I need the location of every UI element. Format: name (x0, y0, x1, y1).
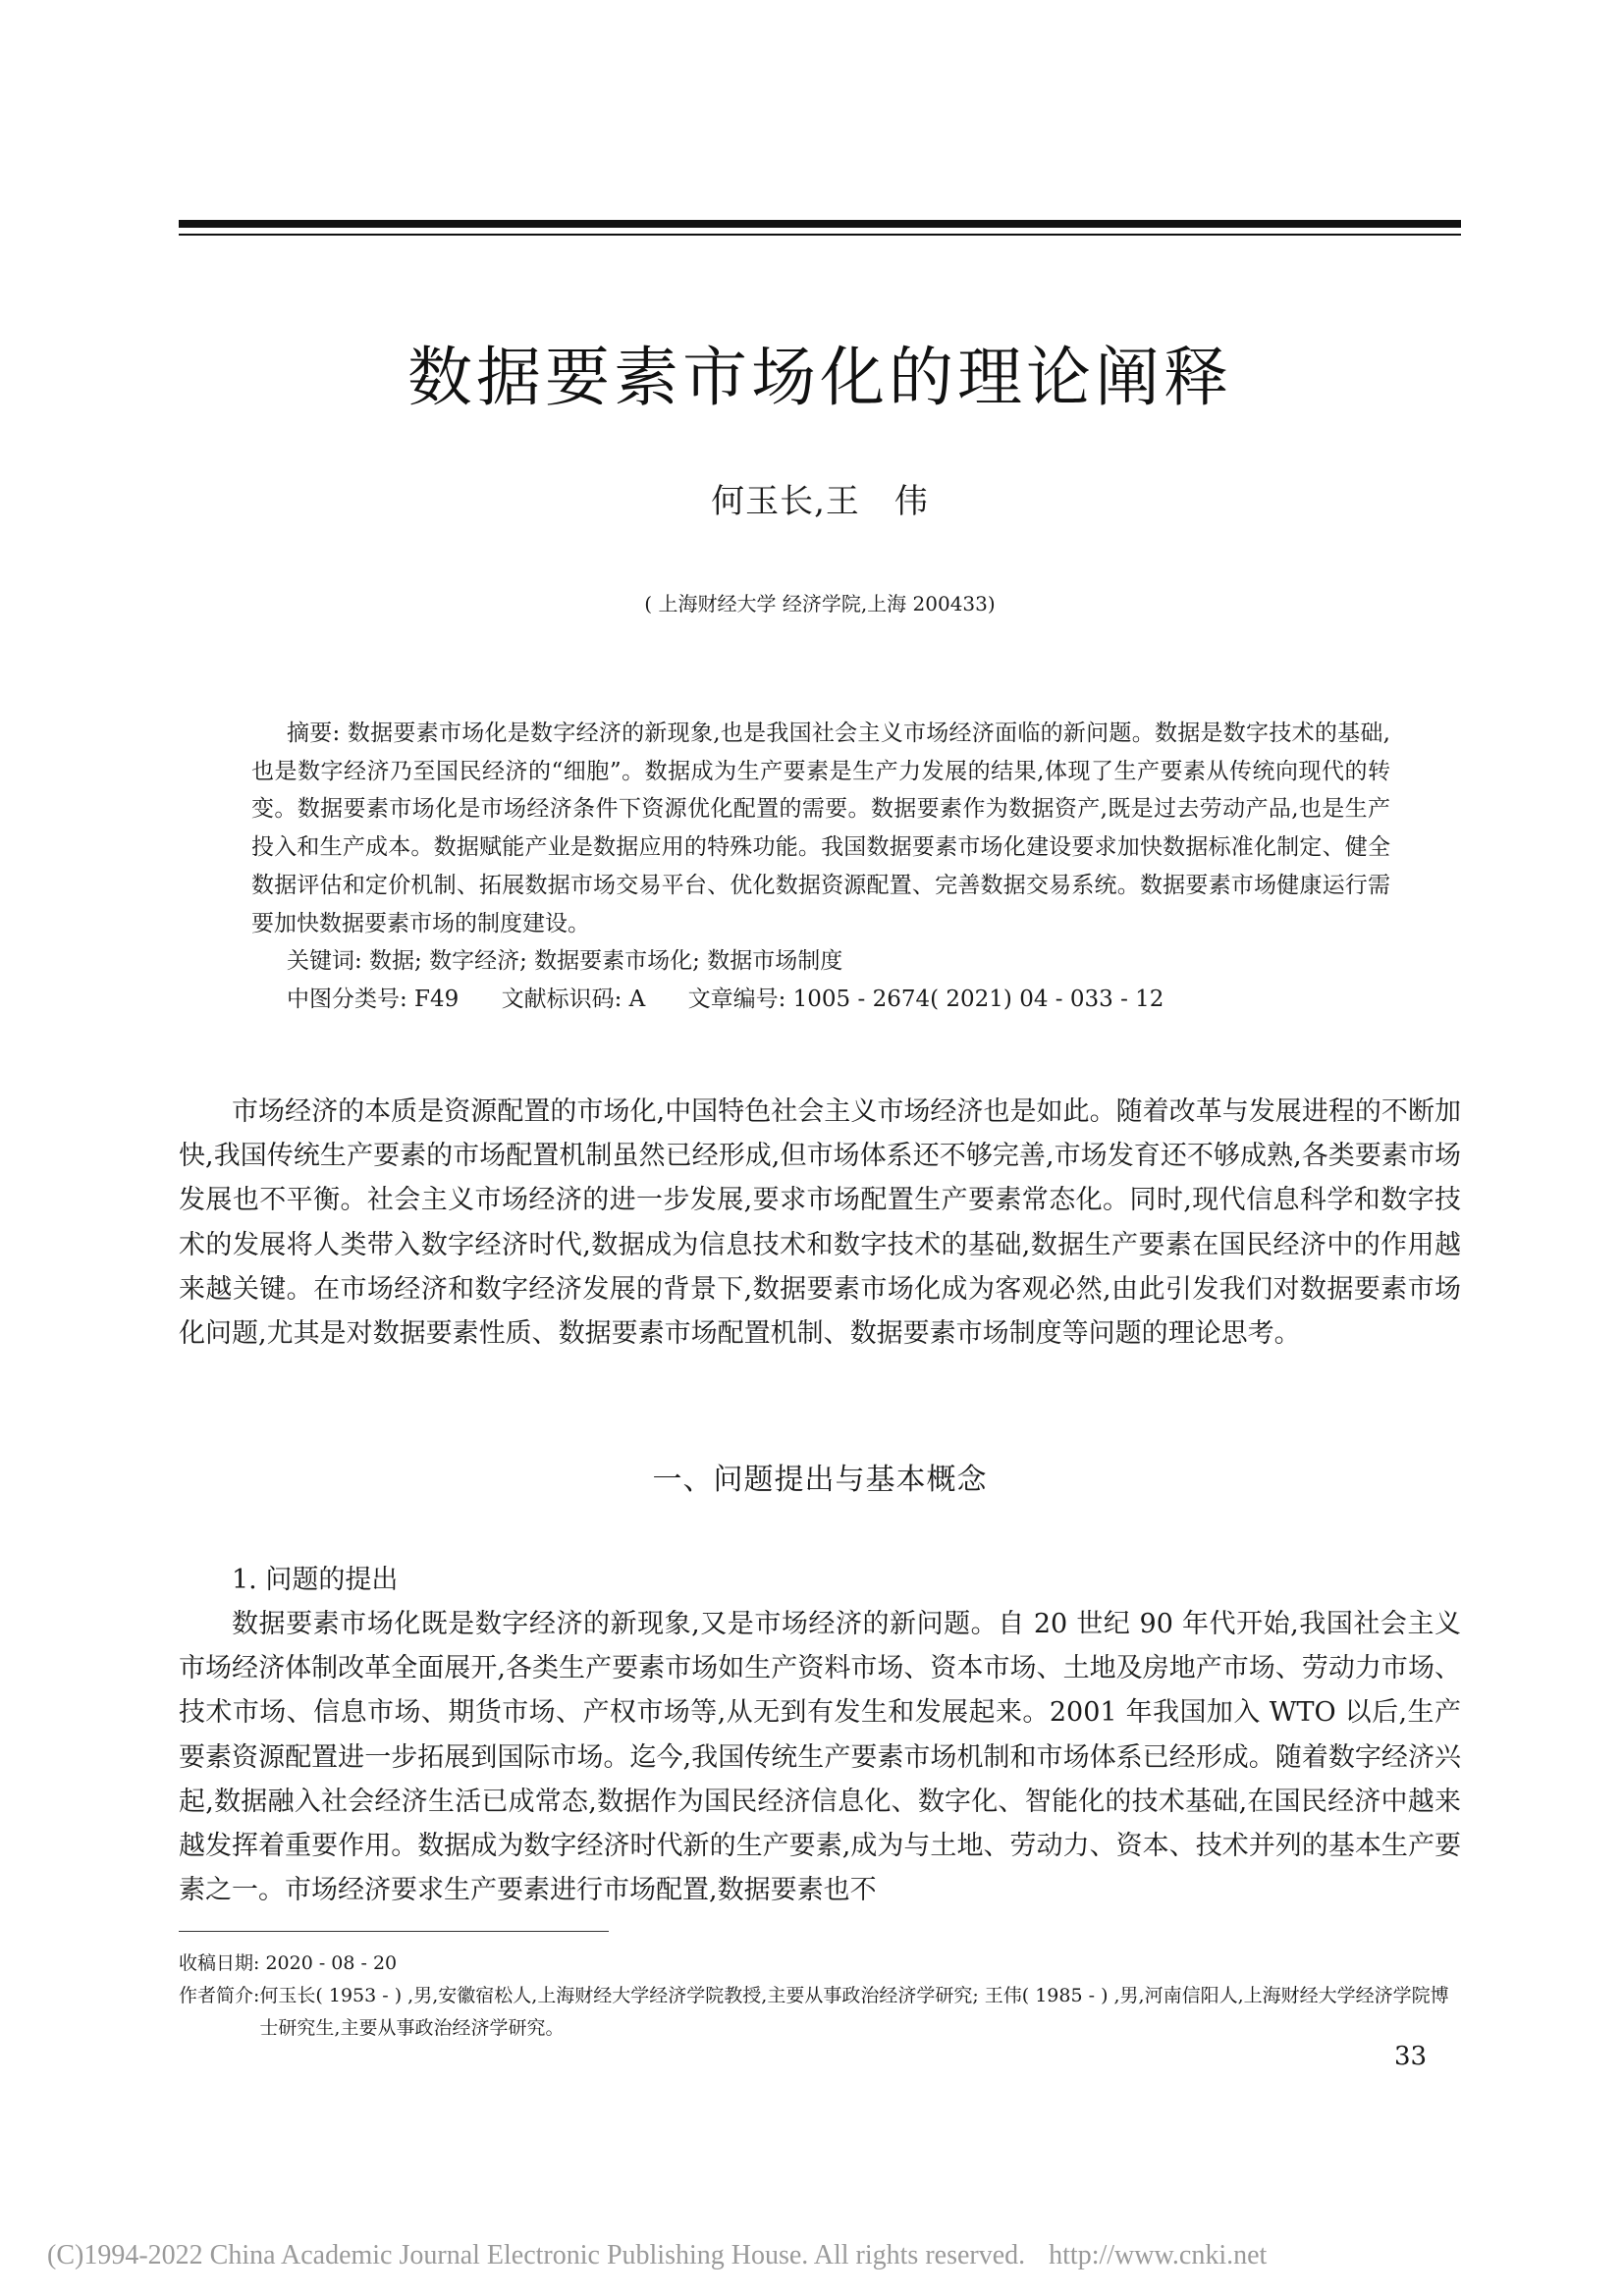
copyright-text: (C)1994-2022 China Academic Journal Electronic Publishing House. All rights reserved. (47, 2240, 1026, 2270)
section-heading: 一、问题提出与基本概念 (652, 1463, 988, 1497)
header-rule-thick (179, 220, 1461, 228)
keywords: 关键词: 数据; 数字经济; 数据要素市场化; 数据市场制度 (287, 948, 843, 975)
document-code: 文献标识码: A (501, 986, 646, 1012)
abstract-block (251, 715, 1390, 1019)
article-number: 文章编号: 1005 - 2674( 2021) 04 - 033 - 12 (687, 986, 1164, 1012)
section-paragraph: 数据要素市场化既是数字经济的新现象,又是市场经济的新问题。自 20 世纪 90 年代开始,我国社会主义市场经济体制改革全面展开,各类生产要素市场如生产资料市场、资本市场、土地及房地产市场、劳动力市场、技术市场、信息市场、期货市场、产权市场等,从无到有发生和发展起来。2001 年我国加入 WTO 以后,生产要素资源配置进一步拓展到国际市场。迄今,我国传统生产要素市场机制和市场体系已经形成。随着数字经济兴起,数据融入社会经济生活已成常态,数据作为国民经济信息化、数字化、智能化的技术基础,在国民经济中越来越发挥着重要作用。数据成为数字经济时代新的生产要素,成为与土地、劳动力、资本、技术并列的基本生产要素之一。市场经济要求生产要素进行市场配置,数据要素也不 (179, 1609, 1461, 1906)
author-bio (179, 1980, 1461, 2045)
author-affiliation: ( 上海财经大学 经济学院,上海 200433) (644, 592, 996, 615)
classification-line (251, 981, 1390, 1019)
article-title: 数据要素市场化的理论阐释 (407, 340, 1232, 415)
intro-paragraph: 市场经济的本质是资源配置的市场化,中国特色社会主义市场经济也是如此。随着改革与发展进程的不断加快,我国传统生产要素的市场配置机制虽然已经形成,但市场体系还不够完善,市场发育还不够成熟,各类要素市场发展也不平衡。社会主义市场经济的进一步发展,要求市场配置生产要素常态化。同时,现代信息科学和数字技术的发展将人类带入数字经济时代,数据成为信息技术和数字技术的基础,数据生产要素在国民经济中的作用越来越关键。在市场经济和数字经济发展的背景下,数据要素市场化成为客观必然,由此引发我们对数据要素市场化问题,尤其是对数据要素性质、数据要素市场配置机制、数据要素市场制度等问题的理论思考。 (179, 1096, 1461, 1350)
subsection-heading: 1. 问题的提出 (232, 1565, 399, 1595)
copyright-footer (47, 2238, 1579, 2273)
received-date: 收稿日期: 2020 - 08 - 20 (179, 1952, 398, 1974)
author-bio-text: 何玉长( 1953 - ) ,男,安徽宿松人,上海财经大学经济学院教授,主要从事政治经济学研究; 王伟( 1985 - ) ,男,河南信阳人,上海财经大学经济学院博士研究生,主要从事政治经济学研究。 (259, 1985, 1449, 2039)
page-number: 33 (1394, 2042, 1428, 2071)
footnote-rule (179, 1931, 609, 1932)
author-bio-label: 作者简介: (179, 1985, 260, 2006)
header-rule-thin (179, 234, 1461, 236)
article-authors: 何玉长,王 伟 (711, 482, 929, 521)
site-url: http://www.cnki.net (1049, 2240, 1268, 2270)
clc-number: 中图分类号: F49 (287, 986, 460, 1012)
footnotes (179, 1948, 1461, 2045)
abstract-text: 摘要: 数据要素市场化是数字经济的新现象,也是我国社会主义市场经济面临的新问题。数据是数字技术的基础,也是数字经济乃至国民经济的“细胞”。数据成为生产要素是生产力发展的结果,体现了生产要素从传统向现代的转变。数据要素市场化是市场经济条件下资源优化配置的需要。数据要素作为数据资产,既是过去劳动产品,也是生产投入和生产成本。数据赋能产业是数据应用的特殊功能。我国数据要素市场化建设要求加快数据标准化制定、健全数据评估和定价机制、拓展数据市场交易平台、优化数据资源配置、完善数据交易系统。数据要素市场健康运行需要加快数据要素市场的制度建设。 (251, 721, 1390, 936)
